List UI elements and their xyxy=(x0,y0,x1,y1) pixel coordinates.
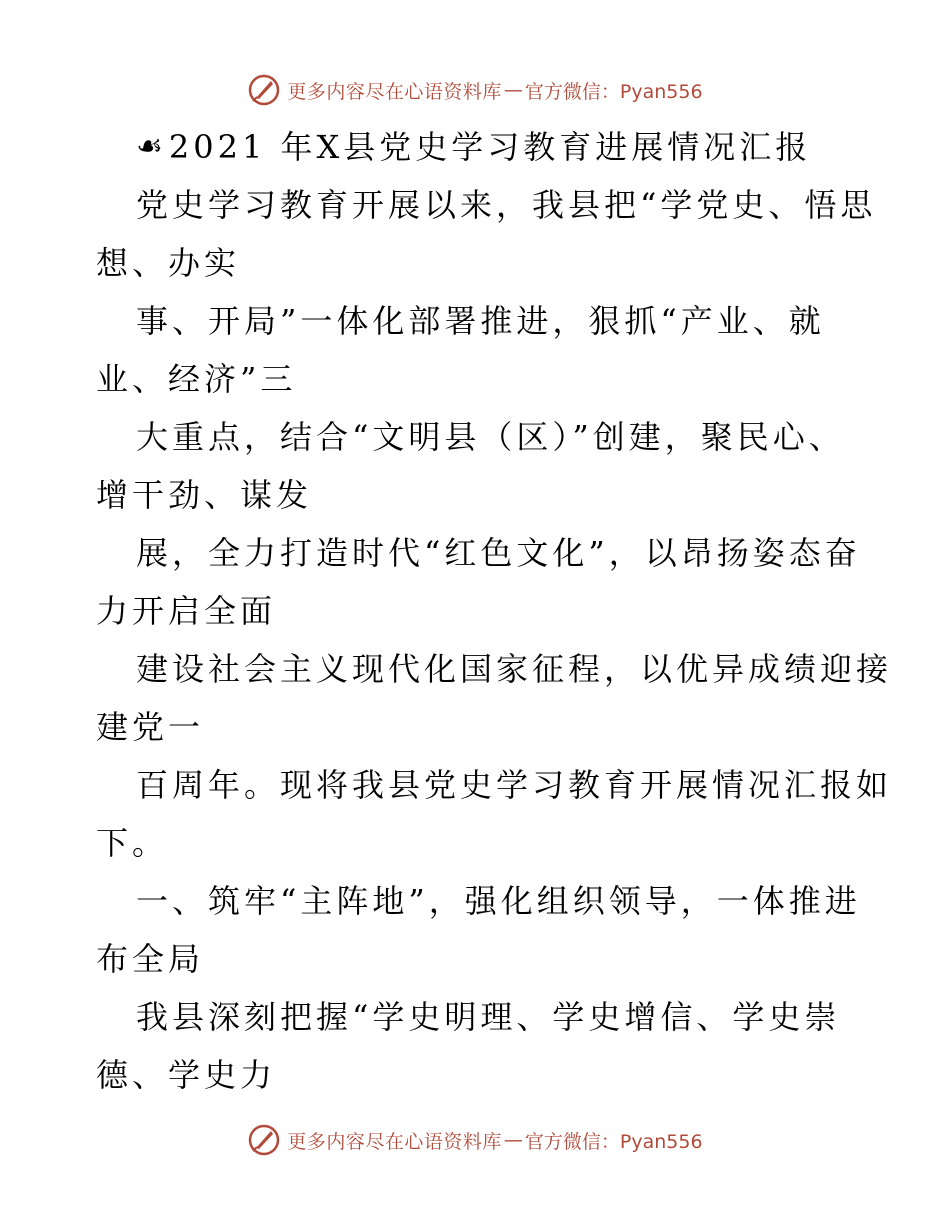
body-line: 事、开局”一体化部署推进，狠抓“产业、就 xyxy=(136,302,825,340)
banner-label: 更多内容尽在心语资料库 xyxy=(287,1130,502,1153)
body-line: 建设社会主义现代化国家征程，以优异成绩迎接 xyxy=(136,650,893,688)
body-line: 大重点，结合“文明县（区）”创建，聚民心、 xyxy=(136,418,845,456)
body-line: 想、办实 xyxy=(96,244,241,282)
feather-pen-logo-icon xyxy=(247,1123,281,1157)
feather-pen-logo-icon xyxy=(247,73,281,107)
body-line: 我县深刻把握“学史明理、学史增信、学史崇 xyxy=(136,998,841,1036)
body-line: 德、学史力 xyxy=(96,1056,277,1094)
header-watermark-banner xyxy=(0,70,950,110)
body-line: 党史学习教育开展以来，我县把“学党史、悟思 xyxy=(136,186,877,224)
fleuron-icon: ☙ xyxy=(136,129,167,164)
banner-contact: 官方微信：Pyan556 xyxy=(524,1130,703,1153)
body-line: 增干劲、谋发 xyxy=(96,476,313,514)
section-heading: 一、筑牢“主阵地”，强化组织领导，一体推进 xyxy=(136,882,861,920)
document-title-row xyxy=(96,118,876,176)
banner-label: 更多内容尽在心语资料库 xyxy=(287,80,502,103)
body-line: 下。 xyxy=(96,824,169,862)
body-line: 建党一 xyxy=(96,708,205,746)
banner-separator: — xyxy=(503,79,523,101)
footer-watermark-banner xyxy=(0,1120,950,1160)
body-line: 布全局 xyxy=(96,940,205,978)
document-body xyxy=(96,118,893,1104)
banner-contact: 官方微信：Pyan556 xyxy=(524,80,703,103)
banner-separator: — xyxy=(503,1129,523,1151)
body-line: 业、经济”三 xyxy=(96,360,297,398)
document-title: 2021 年X县党史学习教育进展情况汇报 xyxy=(168,128,812,166)
body-line: 展，全力打造时代“红色文化”，以昂扬姿态奋 xyxy=(136,534,861,572)
body-line: 力开启全面 xyxy=(96,592,277,630)
body-line: 百周年。现将我县党史学习教育开展情况汇报如 xyxy=(136,766,893,804)
